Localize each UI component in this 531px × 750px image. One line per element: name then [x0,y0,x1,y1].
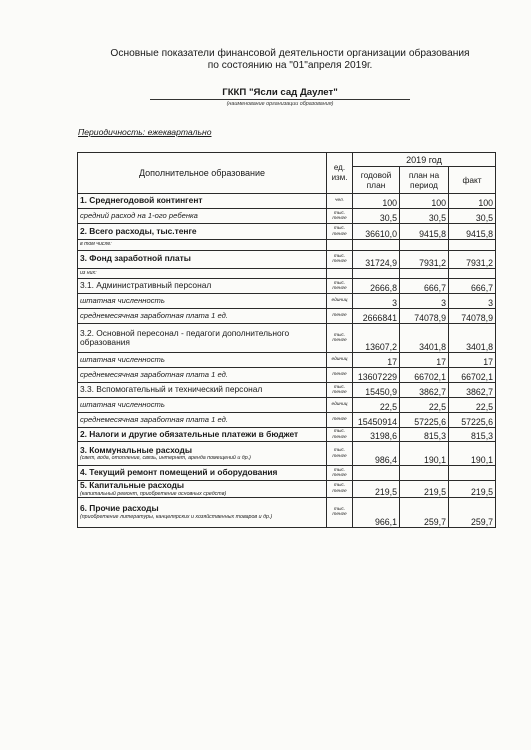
row-fact: 9415,8 [449,224,496,240]
row-period-plan: 9415,8 [400,224,449,240]
row-fact [449,240,496,251]
row-name-text: среднемесячная заработная плата 1 ед. [80,415,228,425]
row-unit: единиц [327,294,353,309]
row-unit [327,268,353,279]
row-fact: 7931,2 [449,250,496,268]
table-row [78,309,496,324]
table-row [78,466,496,481]
row-name-text: в том числе: [80,241,112,247]
row-period-plan: 57225,6 [400,413,449,428]
periodicity-label: Периодичность: ежеквартально [78,127,212,137]
row-unit: тыс. тенге [327,383,353,398]
row-annual-plan: 13607,2 [353,324,400,353]
row-period-plan: 3862,7 [400,383,449,398]
row-fact: 57225,6 [449,413,496,428]
row-annual-plan: 986,4 [353,442,400,466]
row-period-plan: 666,7 [400,279,449,294]
financial-table [77,152,496,528]
row-period-plan: 219,5 [400,481,449,498]
table-row [78,353,496,368]
row-period-plan: 190,1 [400,442,449,466]
row-name [78,309,327,324]
row-name [78,268,327,279]
row-name [78,324,327,353]
row-name [78,279,327,294]
row-period-plan: 66702,1 [400,368,449,383]
table-row [78,324,496,353]
row-note: (приобретение литературы, канцелярских и хозяйственных товаров и др.) [80,513,273,520]
document-title [40,48,531,72]
table-row [78,209,496,224]
row-name-text: 3.2. Основной пересонал - педагоги дополнительного образования [80,327,290,347]
row-fact: 190,1 [449,442,496,466]
row-unit: тыс. тенге [327,497,353,527]
row-annual-plan: 17 [353,353,400,368]
row-name-text: 3.1. Административный персонал [80,280,212,291]
row-period-plan [400,466,449,481]
row-unit: тенге [327,413,353,428]
row-period-plan: 100 [400,194,449,209]
row-name-text: 5. Капитальные расходы [80,480,185,490]
row-annual-plan: 3 [353,294,400,309]
row-annual-plan: 31724,9 [353,250,400,268]
row-annual-plan: 100 [353,194,400,209]
table-row [78,497,496,527]
row-name-text: 1. Среднегодовой контингент [80,195,203,206]
row-fact: 30,5 [449,209,496,224]
row-annual-plan [353,268,400,279]
row-period-plan: 7931,2 [400,250,449,268]
row-fact: 22,5 [449,398,496,413]
header-fact: факт [449,167,496,194]
row-name [78,413,327,428]
row-annual-plan: 22,5 [353,398,400,413]
row-fact: 259,7 [449,497,496,527]
row-name [78,466,327,481]
row-period-plan [400,240,449,251]
row-period-plan: 3401,8 [400,324,449,353]
row-name-text: из них: [80,269,97,276]
organization-name: ГККП "Ясли сад Даулет" [150,87,410,100]
row-fact: 74078,9 [449,309,496,324]
row-fact: 815,3 [449,428,496,442]
row-unit: тыс. тенге [327,324,353,353]
row-name-text: 2. Всего расходы, тыс.тенге [80,225,197,236]
title-line-1: Основные показатели финансовой деятельности организации образования [110,48,470,59]
row-unit: тыс. тенге [327,279,353,294]
row-name-text: 6. Прочие расходы [80,503,159,514]
row-unit: тыс. тенге [327,428,353,442]
row-name-text: средний расход на 1-ого ребенка [80,211,198,221]
header-year: 2019 год [353,153,496,167]
row-annual-plan [353,466,400,481]
row-name [78,240,327,251]
row-annual-plan: 2666,8 [353,279,400,294]
row-annual-plan: 2666841 [353,309,400,324]
row-unit: единиц [327,398,353,413]
row-name-text: 2. Налоги и другие обязательные платежи в бюджет [80,428,299,439]
row-name [78,224,327,240]
row-unit: тенге [327,309,353,324]
row-name [78,209,327,224]
row-name-text: 3.3. Вспомогательный и технический персонал [80,384,263,395]
row-annual-plan: 219,5 [353,481,400,498]
organization-caption: (наименование организации образования) [226,101,334,107]
row-name [78,294,327,309]
row-fact: 666,7 [449,279,496,294]
row-name-text: штатная численность [80,355,165,365]
table-body [78,194,496,528]
table-row [78,428,496,442]
row-name-text: 3. Коммунальные расходы [80,444,192,455]
table-row [78,398,496,413]
row-name-text: 4. Текущий ремонт помещений и оборудования [80,467,278,478]
table-row [78,383,496,398]
row-annual-plan: 30,5 [353,209,400,224]
row-annual-plan: 15450,9 [353,383,400,398]
row-fact: 219,5 [449,481,496,498]
row-note: (свет, вода, отопление, связь, интернет, аренда помещений и др.) [80,455,251,462]
header-unit: ед. изм. [327,153,353,194]
row-name-text: штатная численность [80,400,165,410]
row-name [78,442,327,466]
table-row [78,224,496,240]
row-name-text: штатная численность [80,296,165,306]
header-name: Дополнительное образование [78,153,327,194]
row-fact [449,466,496,481]
table-row [78,240,496,251]
row-unit: тыс. тенге [327,209,353,224]
row-fact: 3401,8 [449,324,496,353]
row-name-text: среднемесячная заработная плата 1 ед. [80,370,228,380]
row-period-plan: 259,7 [400,497,449,527]
table-row [78,268,496,279]
row-unit: тыс. тенге [327,442,353,466]
row-fact: 3 [449,294,496,309]
row-note: (капитальный ремонт, приобретение основных средств) [80,490,227,497]
row-unit: тенге [327,368,353,383]
table-row [78,413,496,428]
table-row [78,294,496,309]
row-fact: 3862,7 [449,383,496,398]
row-name [78,368,327,383]
row-name [78,481,327,498]
row-name-text: среднемесячная заработная плата 1 ед. [80,311,228,321]
row-name [78,398,327,413]
row-period-plan: 30,5 [400,209,449,224]
row-fact: 17 [449,353,496,368]
row-name [78,383,327,398]
row-period-plan: 22,5 [400,398,449,413]
row-annual-plan: 13607229 [353,368,400,383]
row-fact [449,268,496,279]
row-period-plan: 17 [400,353,449,368]
row-name [78,428,327,442]
header-period-plan: план на период [400,167,449,194]
row-unit: тыс. тенге [327,224,353,240]
row-unit: единиц [327,353,353,368]
row-fact: 66702,1 [449,368,496,383]
table-row [78,250,496,268]
row-annual-plan: 966,1 [353,497,400,527]
header-annual-plan: годовой план [353,167,400,194]
row-unit [327,240,353,251]
row-period-plan: 815,3 [400,428,449,442]
row-fact: 100 [449,194,496,209]
row-annual-plan: 15450914 [353,413,400,428]
row-annual-plan [353,240,400,251]
row-annual-plan: 3198,6 [353,428,400,442]
table-row [78,481,496,498]
table-row [78,279,496,294]
table-row [78,194,496,209]
row-name [78,194,327,209]
row-period-plan [400,268,449,279]
row-name [78,250,327,268]
row-period-plan: 3 [400,294,449,309]
row-unit: тыс. тенге [327,466,353,481]
table-row [78,368,496,383]
row-annual-plan: 36610,0 [353,224,400,240]
row-unit: тыс. тенге [327,481,353,498]
row-name [78,497,327,527]
row-period-plan: 74078,9 [400,309,449,324]
row-unit: тыс. тенге [327,250,353,268]
row-name-text: 3. Фонд заработной платы [80,253,191,264]
title-line-2: по состоянию на "01"апреля 2019г. [207,60,373,71]
row-unit: чел. [327,194,353,209]
row-name [78,353,327,368]
table-row [78,442,496,466]
